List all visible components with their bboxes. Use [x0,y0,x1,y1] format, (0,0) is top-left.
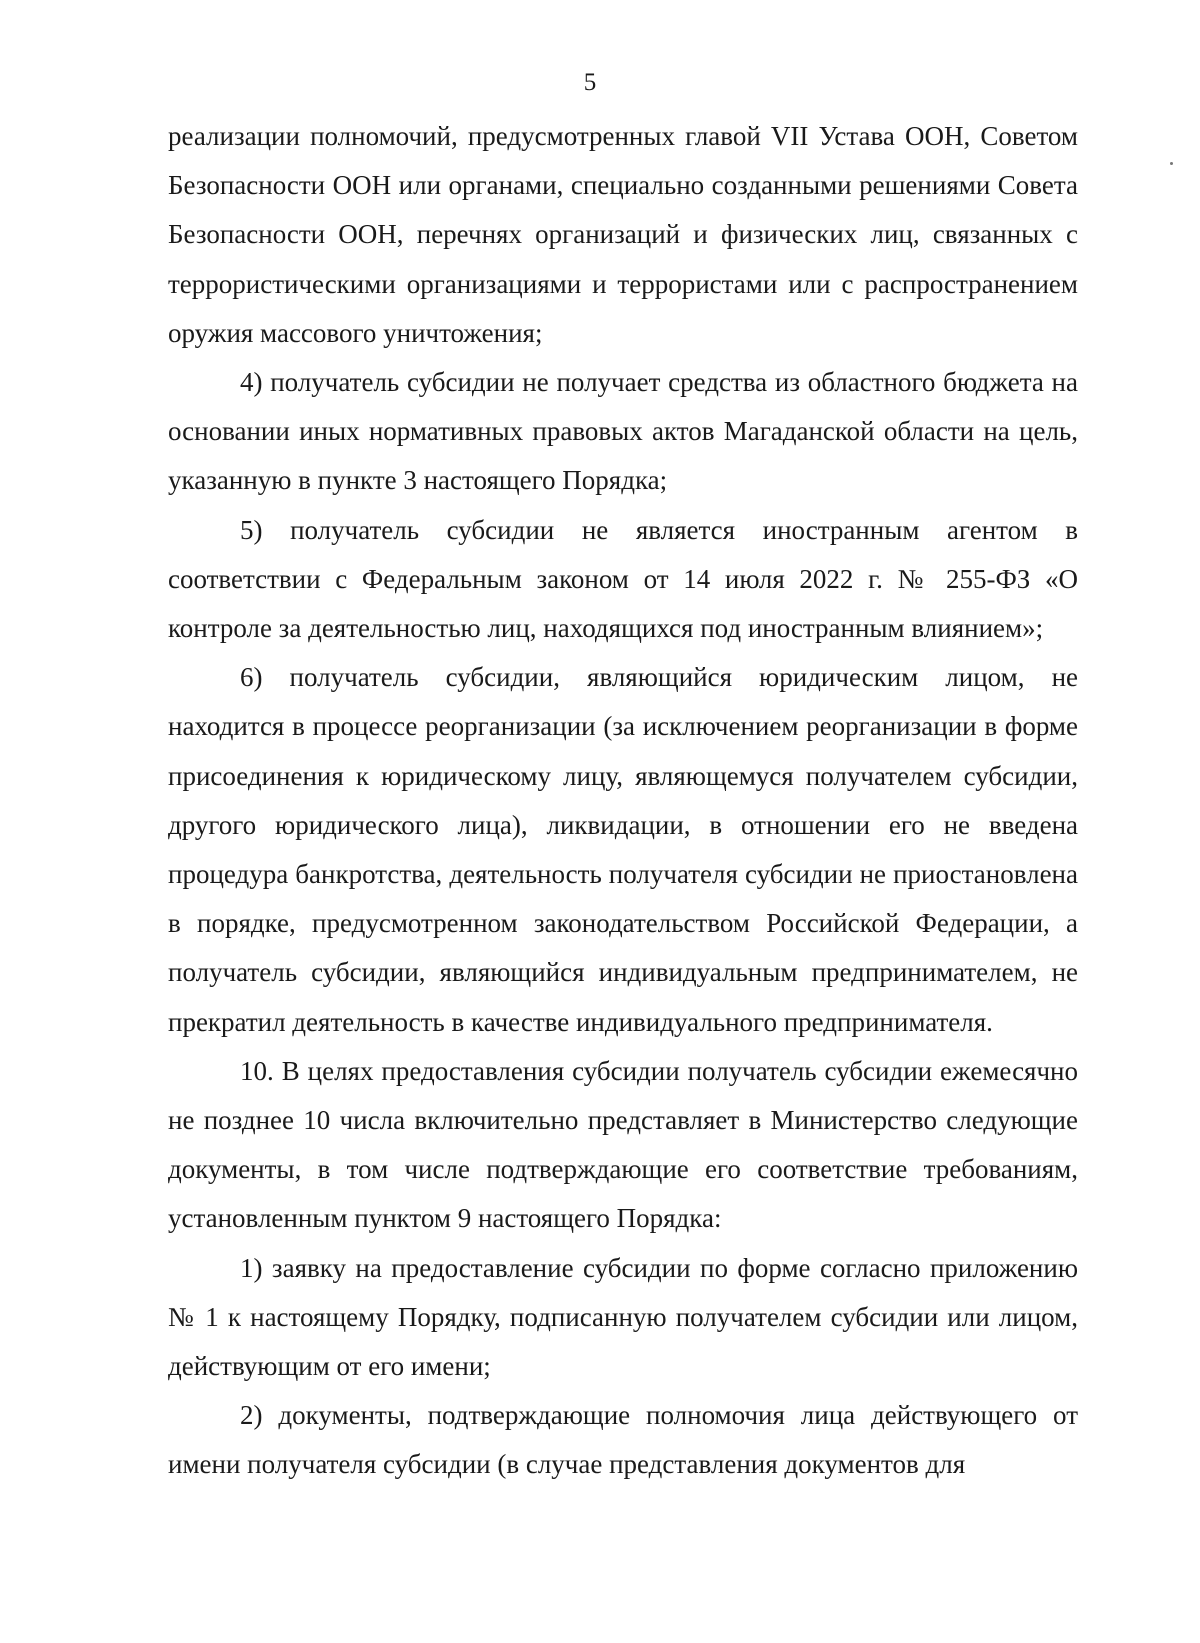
page-number: 5 [583,69,597,96]
document-body [168,112,1078,1490]
paragraph-item-5: 5) получатель субсидии не является иностранным агентом в соответствии с Федеральным законом от 14 июля 2022 г. № 255-ФЗ «О контроле за деятельностью лиц, находящихся под иностранным влиянием»; [168,514,1078,644]
paragraph-item-4: 4) получатель субсидии не получает средства из областного бюджета на основании иных нормативных правовых актов Магаданской области на цель, указанную в пункте 3 настоящего Порядка; [168,367,1078,496]
paragraph-item-6: 6) получатель субсидии, являющийся юридическим лицом, не находится в процессе реорганизации (за исключением реорганизации в форме присоединения к юридическому лицу, являющемуся получателем субсидии, другого юридического лица), ликвидации, в отношении его не введена процедура банкротства, деятельность получателя субсидии не приостановлена в порядке, предусмотренном законодательством Российской Федерации, а получатель субсидии, являющийся индивидуальным предпринимателем, не прекратил деятельность в качестве индивидуального предпринимателя. [168,662,1078,1037]
paragraph-clause-10: 10. В целях предоставления субсидии получатель субсидии ежемесячно не позднее 10 числа включительно представляет в Министерство следующие документы, в том числе подтверждающие его соответствие требованиям, установленным пунктом 9 настоящего Порядка: [168,1055,1078,1234]
paragraph-subitem-1: 1) заявку на предоставление субсидии по форме согласно приложению № 1 к настоящему Порядку, подписанную получателем субсидии или лицом, действующим от его имени; [168,1252,1078,1382]
paragraph-subitem-2: 2) документы, подтверждающие полномочия лица действующего от имени получателя субсидии (в случае представления документов для [168,1400,1078,1480]
paragraph-continuation: реализации полномочий, предусмотренных главой VII Устава ООН, Советом Безопасности ООН или органами, специально созданными решениями Совета Безопасности ООН, перечнях организаций и физических лиц, связанных с террористическими организациями и террористами или с распространением оружия массового уничтожения; [168,121,1078,348]
scan-speck [1170,162,1173,165]
